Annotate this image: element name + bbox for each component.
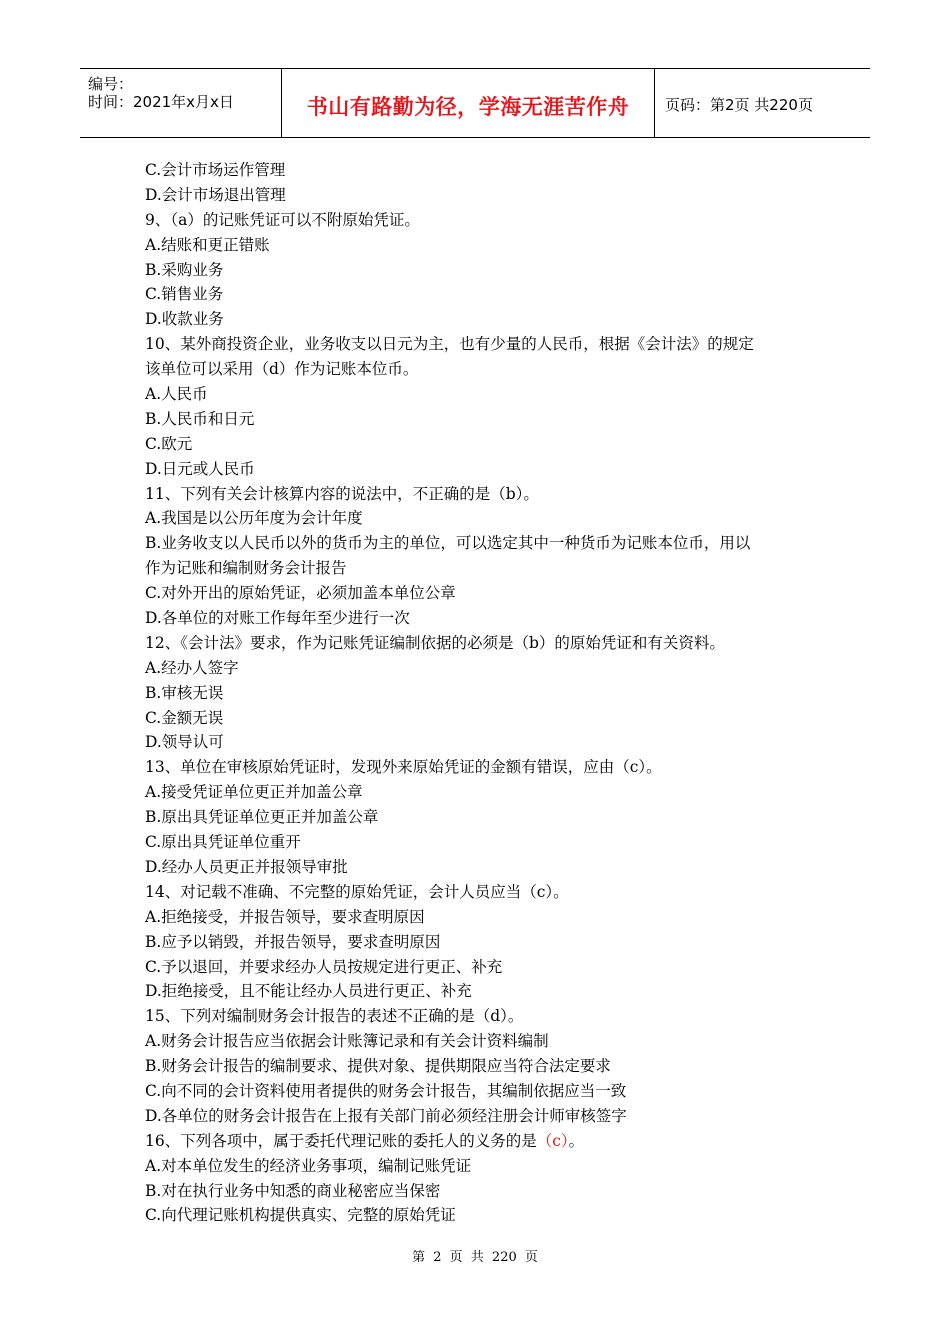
text-line: B.人民币和日元 [145, 409, 255, 428]
motto: 书山有路勤为径，学海无涯苦作舟 [306, 95, 630, 119]
text-line: D.各单位的对账工作每年至少进行一次 [145, 609, 410, 628]
text-line: A.接受凭证单位更正并加盖公章 [145, 783, 363, 802]
text-line: C.予以退回，并要求经办人员按规定进行更正、补充 [145, 957, 503, 976]
date-label: 时间：2021年x月x日 [88, 93, 234, 111]
text-line: D.收款业务 [145, 310, 224, 329]
header-page-cell [655, 69, 870, 137]
text-line: B.对在执行业务中知悉的商业秘密应当保密 [145, 1181, 441, 1200]
page-number-label: 页码：第2页 共220页 [665, 96, 813, 114]
question-16-answer: （c） [536, 1131, 569, 1150]
text-line: A.拒绝接受，并报告领导，要求查明原因 [145, 907, 425, 926]
text-line: D.各单位的财务会计报告在上报有关部门前必须经注册会计师审核签字 [145, 1106, 627, 1125]
question-16-text: 16、下列各项中，属于委托代理记账的委托人的义务的是 [145, 1131, 537, 1150]
text-line: C.金额无误 [145, 708, 224, 727]
text-line: A.人民币 [145, 385, 208, 404]
text-line: B.审核无误 [145, 683, 224, 702]
text-line: D.会计市场退出管理 [145, 185, 286, 204]
text-line: A.对本单位发生的经济业务事项，编制记账凭证 [145, 1156, 472, 1175]
page-footer: 第 2 页 共 220 页 [412, 1250, 538, 1265]
text-line: C.对外开出的原始凭证，必须加盖本单位公章 [145, 584, 456, 603]
text-line: B.原出具凭证单位更正并加盖公章 [145, 808, 379, 827]
text-line: B.采购业务 [145, 260, 224, 279]
serial-label: 编号： [88, 75, 134, 93]
text-line: C.向不同的会计资料使用者提供的财务会计报告，其编制依据应当一致 [145, 1081, 627, 1100]
text-line: A.结账和更正错账 [145, 235, 270, 254]
question-15: 15、下列对编制财务会计报告的表述不正确的是（d）。 [145, 1007, 524, 1026]
text-line: B.财务会计报告的编制要求、提供对象、提供期限应当符合法定要求 [145, 1057, 611, 1076]
question-14: 14、对记载不准确、不完整的原始凭证，会计人员应当（c）。 [145, 882, 569, 901]
text-line: D.领导认可 [145, 733, 224, 752]
header-motto-cell [282, 69, 655, 137]
text-line: A.经办人签字 [145, 658, 239, 677]
text-line: A.我国是以公历年度为会计年度 [145, 509, 363, 528]
question-16-end: 。 [568, 1131, 585, 1150]
question-11: 11、下列有关会计核算内容的说法中，不正确的是（b）。 [145, 484, 539, 503]
text-line: C.会计市场运作管理 [145, 161, 286, 179]
text-line: D.拒绝接受，且不能让经办人员进行更正、补充 [145, 982, 472, 1001]
question-9: 9、（a）的记账凭证可以不附原始凭证。 [145, 210, 420, 229]
text-line: 作为记账和编制财务会计报告 [145, 559, 347, 578]
question-16 [145, 1129, 825, 1154]
text-line: D.日元或人民币 [145, 459, 255, 478]
text-line: A.财务会计报告应当依据会计账簿记录和有关会计资料编制 [145, 1032, 549, 1051]
question-13: 13、单位在审核原始凭证时，发现外来原始凭证的金额有错误，应由（c）。 [145, 758, 662, 777]
text-line: 该单位可以采用（d）作为记账本位币。 [145, 360, 419, 379]
text-line: C.销售业务 [145, 285, 224, 304]
header-info-cell [80, 69, 282, 137]
text-line: C.向代理记账机构提供真实、完整的原始凭证 [145, 1206, 456, 1225]
text-line: B.业务收支以人民币以外的货币为主的单位，可以选定其中一种货币为记账本位币，用以 [145, 534, 751, 553]
document-body [145, 158, 825, 1228]
text-line: D.经办人员更正并报领导审批 [145, 857, 348, 876]
text-line: B.应予以销毁，并报告领导，要求查明原因 [145, 932, 441, 951]
question-12: 12、《会计法》要求，作为记账凭证编制依据的必须是（b）的原始凭证和有关资料。 [145, 633, 725, 652]
question-10: 10、某外商投资企业，业务收支以日元为主，也有少量的人民币，根据《会计法》的规定 [145, 335, 754, 354]
text-line: C.原出具凭证单位重开 [145, 833, 301, 852]
page-header [80, 68, 870, 138]
text-line: C.欧元 [145, 434, 193, 453]
